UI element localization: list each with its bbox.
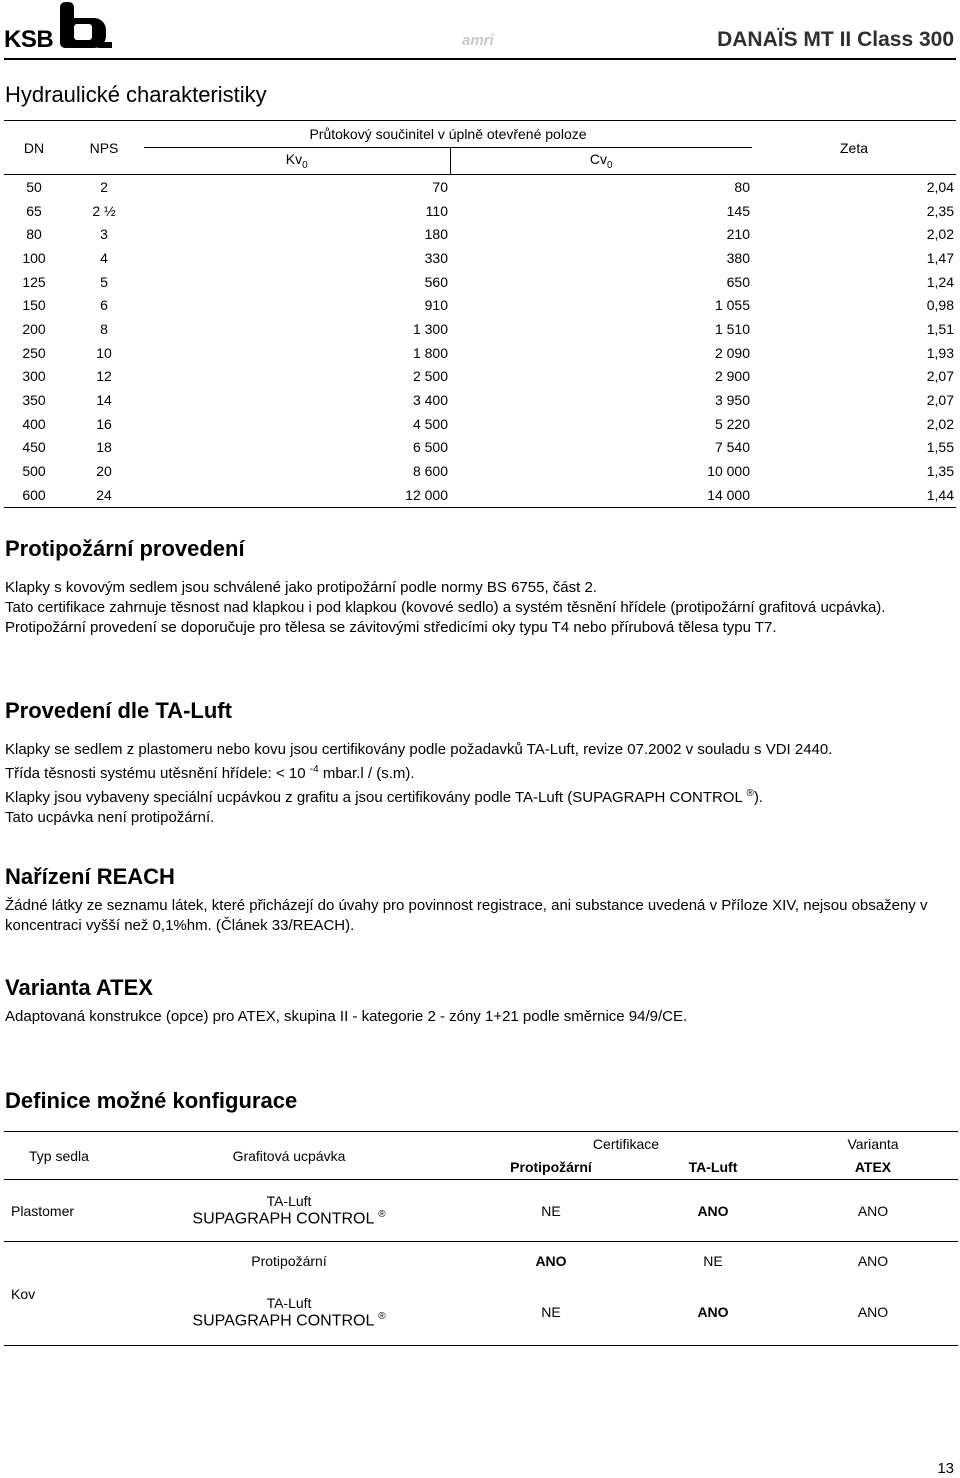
table-row xyxy=(4,222,956,246)
plastomer-taluft: ANO xyxy=(638,1180,788,1242)
cell-dn: 450 xyxy=(22,439,46,456)
config-table xyxy=(4,1131,958,1346)
cell-cv: 380 xyxy=(726,249,750,266)
taluft-line-1: Klapky se sedlem z plastomeru nebo kovu jsou certifikovány podle požadavků TA-Luft, revize 07.2002 v souladu s VDI 2440. xyxy=(5,741,833,758)
plastomer-atex: ANO xyxy=(788,1180,958,1242)
cell-cv: 210 xyxy=(726,226,750,243)
taluft-line-3: Klapky jsou vybaveny speciální ucpávkou z grafitu a jsou certifikovány podle TA-Luft (SUPAGRAPH CONTROL ®). xyxy=(5,788,763,806)
cell-nps: 10 xyxy=(96,344,112,361)
cell-nps: 5 xyxy=(100,273,108,290)
header-packing: Grafitová ucpávka xyxy=(114,1132,464,1180)
seat-kov: Kov xyxy=(4,1242,114,1346)
cell-cv: 1 055 xyxy=(714,297,750,314)
cell-cv: 10 000 xyxy=(707,463,750,480)
cell-kv: 8 600 xyxy=(412,463,448,480)
cell-cv: 2 090 xyxy=(714,344,750,361)
table-row xyxy=(4,341,956,365)
table-row xyxy=(4,270,956,294)
packing-kov-fire: Protipožární xyxy=(251,1252,327,1269)
kov-taluft-atex: ANO xyxy=(788,1280,958,1346)
cell-nps: 8 xyxy=(100,320,108,337)
cell-cv: 80 xyxy=(734,178,750,195)
section-title-reach: Nařízení REACH xyxy=(5,864,175,889)
header-flow-coefficient: Průtokový součinitel v úplně otevřené poloze xyxy=(144,121,752,148)
cell-dn: 80 xyxy=(26,226,42,243)
section-title-hydraulics: Hydraulické charakteristiky xyxy=(5,82,267,107)
cell-cv: 2 900 xyxy=(714,368,750,385)
kov-fire-atex: ANO xyxy=(857,1252,889,1269)
cell-dn: 500 xyxy=(22,463,46,480)
cell-kv: 560 xyxy=(424,273,448,290)
cell-kv: 1 800 xyxy=(412,344,448,361)
cell-cv: 5 220 xyxy=(714,415,750,432)
hydraulics-table xyxy=(4,120,956,508)
cell-kv: 180 xyxy=(424,226,448,243)
cell-nps: 14 xyxy=(96,392,112,409)
cell-kv: 3 400 xyxy=(412,392,448,409)
cell-dn: 200 xyxy=(22,320,46,337)
cell-kv: 1 300 xyxy=(412,320,448,337)
table-row xyxy=(4,483,956,507)
seat-plastomer: Plastomer xyxy=(4,1180,114,1242)
table-row xyxy=(4,317,956,341)
table-row xyxy=(4,459,956,483)
cell-zeta: 1,44 xyxy=(752,483,956,507)
page-number: 13 xyxy=(937,1460,954,1477)
cell-kv: 330 xyxy=(424,249,448,266)
cell-zeta: 1,55 xyxy=(926,439,954,456)
cell-zeta: 1,35 xyxy=(926,463,954,480)
cell-nps: 3 xyxy=(100,226,108,243)
cell-zeta: 1,24 xyxy=(926,273,954,290)
cell-nps: 6 xyxy=(100,297,108,314)
taluft-line-2: Třída těsnosti systému utěsnění hřídele: < 10 $^{-4}$ mbar.l / (s.m). xyxy=(5,764,415,782)
section-title-fire: Protipožární provedení xyxy=(5,536,245,561)
header-seat-type: Typ sedla xyxy=(4,1132,114,1180)
cell-zeta: 2,07 xyxy=(926,392,954,409)
taluft-line-4: Tato ucpávka není protipožární. xyxy=(5,809,215,826)
header-dn: DN xyxy=(4,121,64,175)
cell-nps: 16 xyxy=(96,415,112,432)
packing-kov-taluft: TA-Luft SUPAGRAPH CONTROL ® xyxy=(114,1280,464,1346)
cell-kv: 12 000 xyxy=(144,483,450,507)
cell-nps: 12 xyxy=(96,368,112,385)
cell-kv: 70 xyxy=(432,178,448,195)
cell-nps: 4 xyxy=(100,249,108,266)
cell-zeta: 1,93 xyxy=(926,344,954,361)
header-certification: Certifikace xyxy=(464,1132,788,1156)
cell-zeta: 1,51 xyxy=(926,320,954,337)
header-cv: $Cv_0$ xyxy=(450,148,752,175)
table-row xyxy=(4,175,956,199)
cell-cv: 1 510 xyxy=(714,320,750,337)
cell-cv: 7 540 xyxy=(714,439,750,456)
cell-zeta: 2,07 xyxy=(926,368,954,385)
page-header xyxy=(0,0,960,62)
cell-zeta: 1,47 xyxy=(926,249,954,266)
cell-dn: 600 xyxy=(4,483,64,507)
cell-dn: 350 xyxy=(22,392,46,409)
kov-taluft-fire: NE xyxy=(464,1280,638,1346)
kov-fire-fire: ANO xyxy=(535,1252,567,1269)
config-row-kov-taluft xyxy=(4,1280,958,1346)
cell-dn: 50 xyxy=(26,178,42,195)
header-atex: ATEX xyxy=(788,1156,958,1180)
section-title-taluft: Provedení dle TA-Luft xyxy=(5,698,232,723)
fire-line-2: Tato certifikace zahrnuje těsnost nad klapkou i pod klapkou (kovové sedlo) a systém těsnění hřídele (protipožární grafitová ucpávka). xyxy=(5,599,886,616)
cell-nps: 20 xyxy=(96,463,112,480)
section-title-config: Definice možné konfigurace xyxy=(5,1088,298,1113)
cell-cv: 145 xyxy=(726,202,750,219)
cell-kv: 4 500 xyxy=(412,415,448,432)
amri-logo: amri xyxy=(462,32,494,49)
header-rule xyxy=(4,58,956,60)
registered-mark: ® xyxy=(746,788,754,799)
cell-kv: 6 500 xyxy=(412,439,448,456)
cell-dn: 400 xyxy=(22,415,46,432)
cell-dn: 150 xyxy=(22,297,46,314)
cell-nps: 18 xyxy=(96,439,112,456)
table-row xyxy=(4,246,956,270)
cell-nps: 2 ½ xyxy=(92,202,116,219)
table-row xyxy=(4,412,956,436)
cell-nps: 24 xyxy=(64,483,144,507)
cell-dn: 250 xyxy=(22,344,46,361)
config-row-kov-fire xyxy=(4,1242,958,1280)
header-zeta: Zeta xyxy=(752,121,956,175)
cell-zeta: 2,35 xyxy=(926,202,954,219)
cell-kv: 2 500 xyxy=(412,368,448,385)
ksb-logo: KSB xyxy=(4,26,54,53)
cell-dn: 300 xyxy=(22,368,46,385)
cell-zeta: 2,02 xyxy=(926,226,954,243)
header-fire: Protipožární xyxy=(464,1156,638,1180)
cell-nps: 2 xyxy=(100,178,108,195)
atex-text: Adaptovaná konstrukce (opce) pro ATEX, skupina II - kategorie 2 - zóny 1+21 podle směrnice 94/9/CE. xyxy=(5,1008,688,1025)
cell-dn: 125 xyxy=(22,273,46,290)
kov-taluft-taluft: ANO xyxy=(638,1280,788,1346)
fire-text xyxy=(5,578,957,638)
cell-zeta: 2,04 xyxy=(926,178,954,195)
document-title: DANAÏS MT II Class 300 xyxy=(717,28,954,51)
header-variant: Varianta xyxy=(788,1132,958,1156)
cell-zeta: 2,02 xyxy=(926,415,954,432)
table-row xyxy=(4,293,956,317)
table-row xyxy=(4,199,956,223)
cell-cv: 3 950 xyxy=(714,392,750,409)
cell-dn: 65 xyxy=(26,202,42,219)
config-row-plastomer xyxy=(4,1180,958,1242)
table-row xyxy=(4,388,956,412)
cell-kv: 910 xyxy=(424,297,448,314)
cell-kv: 110 xyxy=(425,202,448,219)
table-row xyxy=(4,365,956,389)
cell-cv: 14 000 xyxy=(450,483,752,507)
taluft-text xyxy=(5,740,957,828)
cell-dn: 100 xyxy=(22,249,46,266)
fire-line-1: Klapky s kovovým sedlem jsou schválené jako protipožární podle normy BS 6755, část 2. xyxy=(5,579,597,596)
section-title-atex: Varianta ATEX xyxy=(5,975,153,1000)
header-nps: NPS xyxy=(64,121,144,175)
kov-fire-taluft: NE xyxy=(703,1252,723,1269)
fire-line-3: Protipožární provedení se doporučuje pro tělesa se závitovými středicími oky typu T4 nebo přírubová tělesa typu T7. xyxy=(5,619,777,636)
cell-cv: 650 xyxy=(726,273,750,290)
header-taluft: TA-Luft xyxy=(638,1156,788,1180)
table-row xyxy=(4,436,956,460)
cell-zeta: 0,98 xyxy=(926,297,954,314)
packing-plastomer: TA-Luft SUPAGRAPH CONTROL ® xyxy=(114,1180,464,1242)
header-kv: $Kv_0$ xyxy=(144,148,450,175)
b-logo-icon xyxy=(60,2,112,48)
reach-text: Žádné látky ze seznamu látek, které přicházejí do úvahy pro povinnost registrace, ani substance uvedená v Příloze XIV, nejsou obsaženy v koncentraci vyšší než 0,1%hm. (Článek 33/REACH). xyxy=(5,897,928,934)
plastomer-fire: NE xyxy=(464,1180,638,1242)
